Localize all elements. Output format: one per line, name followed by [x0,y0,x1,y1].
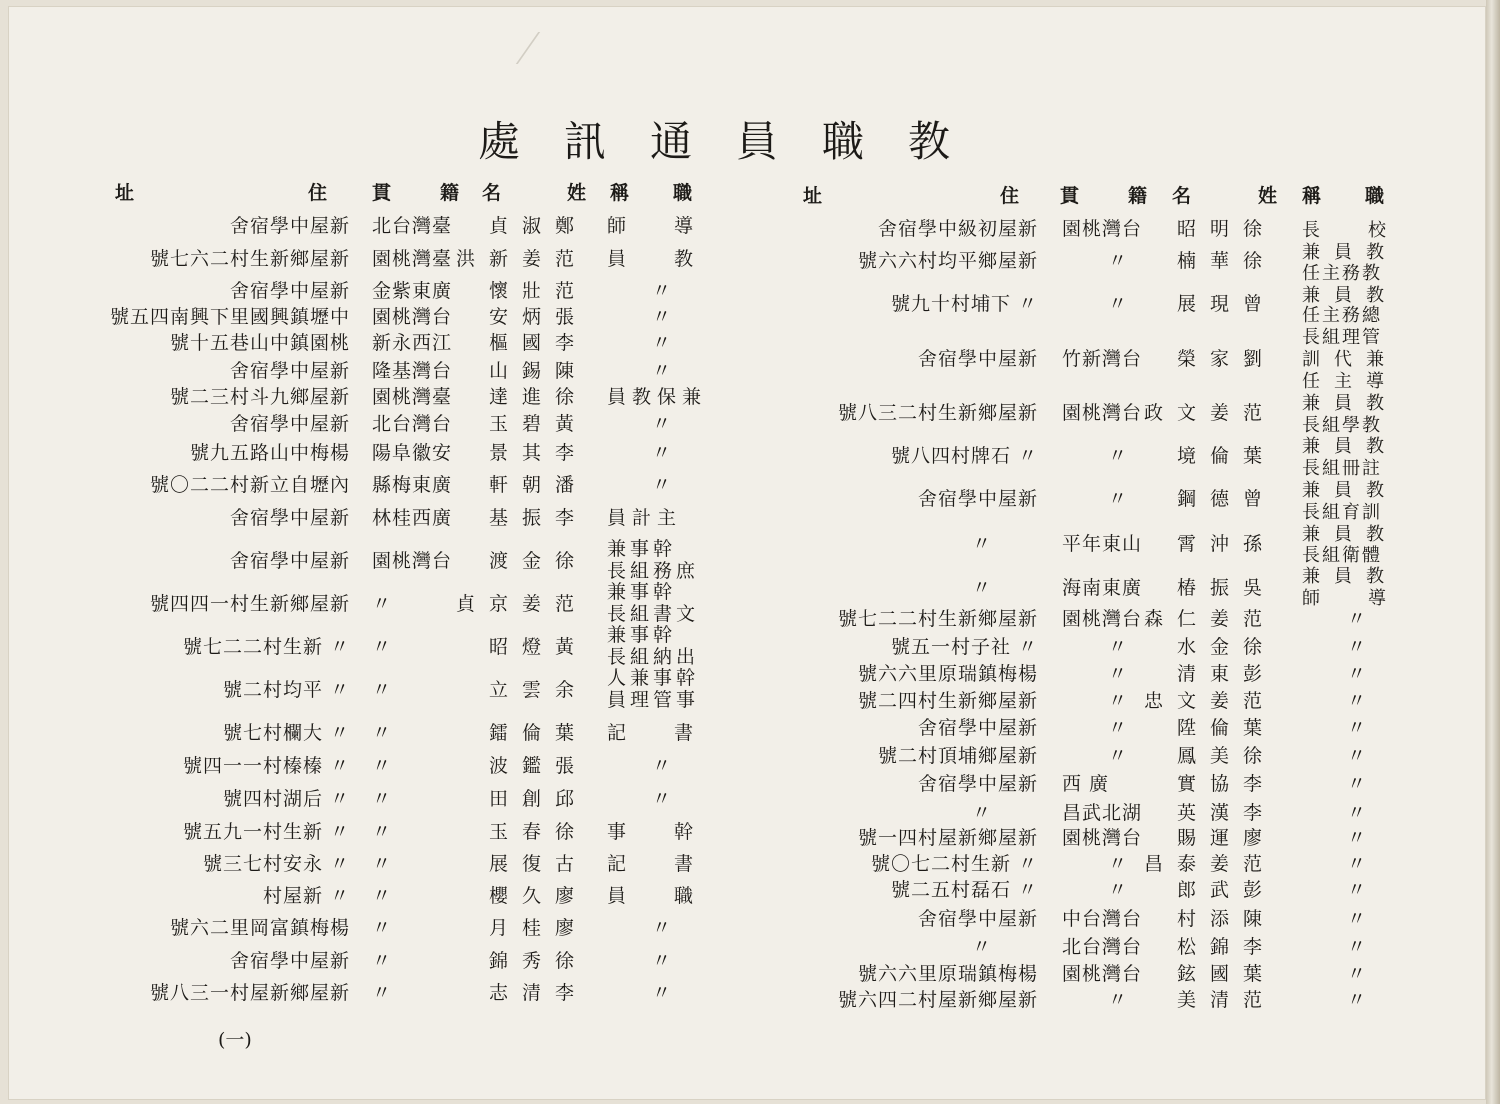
header-origin: 貫 [372,182,394,204]
table-cell-origin: 竹新灣台 [1062,348,1143,370]
table-cell-origin: 北台灣台 [1062,936,1143,958]
table-cell-name: 椿振吳 [1176,577,1276,599]
table-cell-origin: 〃 [1108,293,1129,315]
table-cell-title: 〃 [1347,773,1368,795]
title-line: 訓代兼 [1302,349,1398,370]
table-cell-name: 軒朝潘 [488,474,588,496]
table-cell-origin: 〃 [1108,663,1129,685]
table-cell-title: 兼事幹 [607,538,677,560]
table-cell-title: 長組務庶 [607,560,700,582]
table-cell-address: 舍宿學中屋新 [917,348,1038,370]
header-address: 址 [115,182,137,204]
table-cell-title: 員計主 [607,507,683,529]
title-line: 長組衛體 [1302,545,1382,566]
table-cell-address: 〃 [971,533,992,555]
table-cell-title: 〃 [1347,636,1368,658]
page-title: 處訊通員職教 [478,117,995,166]
table-cell-title: 〃 [1347,989,1368,1011]
table-cell-name: 昌泰姜范 [1143,853,1276,875]
table-cell-address: 舍宿學中屋新 [917,488,1038,510]
page-number: (一) [218,1029,252,1051]
table-cell-name: 陞倫葉 [1176,717,1276,739]
table-cell-address: 號八三一村屋新鄉屋新 [149,982,350,1004]
title-line: 兼員教 [1302,242,1398,263]
table-cell-origin: 〃 [372,679,393,701]
table-cell-title: 〃 [652,360,673,382]
table-cell-name: 山錫陳 [488,360,588,382]
table-cell-name: 森仁姜范 [1143,608,1276,630]
table-cell-title: 員理管事 [607,689,700,711]
title-line: 師導 [1302,588,1434,609]
table-cell-title: 長組書文 [607,603,700,625]
table-cell-address: 號五四南興下里國興鎮壢中 [109,306,350,328]
title-line: 長組冊註 [1302,458,1382,479]
table-cell-title: 〃 [652,413,673,435]
header-title: 稱 [610,182,632,204]
table-cell-name: 忠文姜范 [1143,690,1276,712]
table-cell-origin: 〃 [1108,445,1129,467]
header-address-2: 住 [308,182,330,204]
table-cell-title: 〃 [652,917,673,939]
table-cell-address: 號〇七二村生新 〃 [870,853,1038,875]
title-line: 兼員教 [1302,393,1398,414]
table-cell-address: 舍宿學中屋新 [229,413,350,435]
table-cell-name: 波鑑張 [488,755,588,777]
title-line: 長校 [1302,220,1434,241]
table-cell-name: 月桂廖 [488,917,588,939]
table-cell-origin: 〃 [372,982,393,1004]
table-cell-origin: 〃 [372,917,393,939]
table-cell-name: 錦秀徐 [488,950,588,972]
header-origin-2: 籍 [440,182,462,204]
table-cell-title: 〃 [1347,745,1368,767]
table-cell-origin: 〃 [1108,250,1129,272]
table-cell-address: 號五九一村生新 〃 [182,821,350,843]
table-cell-origin: 中台灣台 [1062,908,1143,930]
table-cell-name: 志清李 [488,982,588,1004]
table-cell-address: 號七二二村生新 〃 [182,636,350,658]
table-cell-title: 長組納出 [607,646,700,668]
table-cell-title: 〃 [1347,608,1368,630]
table-cell-origin: 〃 [372,950,393,972]
table-cell-name: 安炳張 [488,306,588,328]
table-cell-title: 〃 [652,474,673,496]
table-cell-address: 〃 [971,577,992,599]
table-cell-address: 號八四村牌石 〃 [890,445,1038,467]
header-address: 址 [803,185,825,207]
table-cell-origin: 園桃灣台 [1062,402,1143,424]
table-cell-origin: 金紫東廣 [372,280,453,302]
title-line: 任主務總 [1302,305,1382,326]
table-cell-origin: 縣梅東廣 [372,474,453,496]
table-cell-title: 員教保兼 [607,386,708,408]
table-cell-origin: 〃 [1108,636,1129,658]
table-cell-title: 〃 [1347,879,1368,901]
table-cell-origin: 〃 [1108,853,1129,875]
table-cell-name: 鉉國葉 [1176,963,1276,985]
table-cell-origin: 〃 [1108,717,1129,739]
table-cell-name: 立雲余 [488,679,588,701]
table-cell-address: 舍宿學中屋新 [917,908,1038,930]
table-cell-origin: 〃 [372,821,393,843]
table-cell-address: 號七村欄大 〃 [222,722,350,744]
table-cell-origin: 〃 [372,722,393,744]
table-cell-origin: 海南東廣 [1062,577,1143,599]
table-cell-address: 號二四村生新鄉屋新 [857,690,1038,712]
table-cell-title: 〃 [1347,802,1368,824]
table-cell-title: 〃 [1347,963,1368,985]
table-cell-address: 號六四二村屋新鄉屋新 [837,989,1038,1011]
table-cell-name: 玉碧黃 [488,413,588,435]
table-cell-origin: 新永西江 [372,332,453,354]
table-cell-name: 貞京姜范 [455,593,588,615]
table-cell-address: 舍宿學中屋新 [229,507,350,529]
table-cell-address: 號十五巷山中鎮園桃 [169,332,350,354]
table-cell-name: 渡金徐 [488,550,588,572]
table-cell-origin: 〃 [372,593,393,615]
table-cell-address: 號三七村安永 〃 [202,853,350,875]
table-cell-address: 號四四一村生新鄉屋新 [149,593,350,615]
table-cell-name: 樞國李 [488,332,588,354]
header-title-2: 職 [1365,185,1387,207]
table-cell-title: 〃 [652,306,673,328]
table-cell-address: 村屋新 〃 [262,885,350,907]
table-cell-title: 〃 [652,442,673,464]
table-cell-title: 〃 [1347,690,1368,712]
title-line: 兼員教 [1302,285,1398,306]
table-cell-title: 員教 [607,248,742,270]
table-cell-name: 村添陳 [1176,908,1276,930]
table-cell-origin: 園桃灣臺 [372,248,453,270]
table-cell-title: 〃 [1347,936,1368,958]
table-cell-address: 舍宿學中級初屋新 [877,218,1038,240]
table-cell-title: 〃 [1347,717,1368,739]
table-cell-name: 懷壯范 [488,280,588,302]
table-cell-address: 號二三村斗九鄉屋新 [169,386,350,408]
header-name: 名 [1172,185,1194,207]
table-cell-name: 櫻久廖 [488,885,588,907]
header-name: 名 [482,182,504,204]
table-cell-address: 號六六里原瑞鎮梅楊 [857,663,1038,685]
table-cell-title: 〃 [652,755,673,777]
table-cell-name: 鋼德曾 [1176,488,1276,510]
table-cell-address: 舍宿學中屋新 [229,360,350,382]
table-cell-origin: 昌武北湖 [1062,802,1143,824]
title-line: 任主務教 [1302,263,1382,284]
table-cell-name: 鐳倫葉 [488,722,588,744]
table-cell-title: 〃 [652,788,673,810]
table-cell-origin: 平年東山 [1062,533,1143,555]
table-cell-name: 洪新姜范 [455,248,588,270]
header-name-2: 姓 [1258,185,1280,207]
header-origin-2: 籍 [1128,185,1150,207]
table-cell-title: 〃 [652,332,673,354]
table-cell-name: 郎武彭 [1176,879,1276,901]
table-cell-name: 楠華徐 [1176,250,1276,272]
table-cell-origin: 園桃灣台 [1062,218,1143,240]
title-line: 兼員教 [1302,436,1398,457]
table-cell-name: 榮家劉 [1176,348,1276,370]
header-title: 稱 [1302,185,1324,207]
table-cell-origin: 〃 [372,885,393,907]
table-cell-address: 號四村湖后 〃 [222,788,350,810]
table-cell-name: 貞淑鄭 [488,215,588,237]
table-cell-address: 號七二二村生新鄉屋新 [837,608,1038,630]
table-cell-origin: 隆基灣台 [372,360,453,382]
table-cell-name: 鳳美徐 [1176,745,1276,767]
table-cell-address: 號六六里原瑞鎮梅楊 [857,963,1038,985]
table-cell-origin: 園桃灣台 [1062,827,1143,849]
header-title-2: 職 [673,182,695,204]
table-cell-address: 號二五村磊石 〃 [890,879,1038,901]
table-cell-title: 〃 [652,982,673,1004]
title-line: 兼員教 [1302,480,1398,501]
table-cell-name: 昭明徐 [1176,218,1276,240]
table-cell-address: 舍宿學中屋新 [917,717,1038,739]
table-cell-origin: 園桃灣台 [372,550,453,572]
table-cell-origin: 〃 [372,636,393,658]
table-cell-address: 舍宿學中屋新 [229,950,350,972]
table-cell-address: 舍宿學中屋新 [229,280,350,302]
table-cell-origin: 〃 [372,788,393,810]
table-cell-title: 〃 [1347,908,1368,930]
table-cell-name: 松錦李 [1176,936,1276,958]
table-cell-name: 達進徐 [488,386,588,408]
table-cell-origin: 西 廣 [1062,773,1110,795]
table-cell-origin: 〃 [1108,989,1129,1011]
table-cell-origin: 〃 [1108,745,1129,767]
table-cell-name: 美清范 [1176,989,1276,1011]
table-cell-origin: 園桃灣臺 [372,386,453,408]
table-cell-address: 號九五路山中梅楊 [189,442,350,464]
table-cell-name: 展復古 [488,853,588,875]
header-name-2: 姓 [567,182,589,204]
title-line: 長組理管 [1302,327,1382,348]
table-cell-address: 號五一村子社 〃 [890,636,1038,658]
table-cell-name: 昭燈黃 [488,636,588,658]
table-cell-address: 號一四村屋新鄉屋新 [857,827,1038,849]
table-cell-address: 〃 [971,936,992,958]
table-cell-title: 〃 [652,280,673,302]
table-cell-name: 境倫葉 [1176,445,1276,467]
table-cell-address: 號六二里岡富鎮梅楊 [169,917,350,939]
table-cell-name: 玉春徐 [488,821,588,843]
table-cell-origin: 北台灣台 [372,413,453,435]
table-cell-origin: 〃 [1108,690,1129,712]
table-cell-title: 員職 [607,885,742,907]
table-cell-origin: 園桃灣台 [1062,608,1143,630]
table-cell-address: 號八三二村生新鄉屋新 [837,402,1038,424]
table-cell-origin: 〃 [372,755,393,777]
table-cell-name: 賜運廖 [1176,827,1276,849]
table-cell-name: 展現曾 [1176,293,1276,315]
table-cell-origin: 園桃灣台 [1062,963,1143,985]
table-cell-address: 號六六村均平鄉屋新 [857,250,1038,272]
table-cell-title: 兼事幹 [607,581,677,603]
title-line: 兼員教 [1302,566,1398,587]
table-cell-name: 基振李 [488,507,588,529]
title-line: 兼員教 [1302,524,1398,545]
table-cell-title: 兼事幹 [607,624,677,646]
table-cell-title: 〃 [652,950,673,972]
table-cell-title: 事幹 [607,821,742,843]
table-cell-address: 號七六二村生新鄉屋新 [149,248,350,270]
table-cell-origin: 〃 [1108,488,1129,510]
table-cell-origin: 林桂西廣 [372,507,453,529]
table-cell-name: 田創邱 [488,788,588,810]
table-cell-address: 號〇二二村新立自壢內 [149,474,350,496]
table-cell-title: 〃 [1347,853,1368,875]
table-cell-address: 〃 [971,802,992,824]
table-cell-title: 〃 [1347,663,1368,685]
table-cell-address: 號二村均平 〃 [222,679,350,701]
table-cell-name: 景其李 [488,442,588,464]
table-cell-title: 師導 [607,215,742,237]
header-origin: 貫 [1060,185,1082,207]
table-cell-origin: 陽阜徽安 [372,442,453,464]
table-cell-name: 實協李 [1176,773,1276,795]
table-cell-address: 號四一一村榛榛 〃 [182,755,350,777]
title-line: 長組育訓 [1302,502,1382,523]
table-cell-origin: 〃 [1108,879,1129,901]
table-cell-address: 舍宿學中屋新 [229,550,350,572]
table-cell-origin: 北台灣臺 [372,215,453,237]
table-cell-address: 舍宿學中屋新 [917,773,1038,795]
title-line: 任主導 [1302,371,1398,392]
table-cell-name: 霄沖孫 [1176,533,1276,555]
title-line: 長組學教 [1302,415,1382,436]
table-cell-origin: 園桃灣台 [372,306,453,328]
header-address-2: 住 [1000,185,1022,207]
table-cell-name: 清東彭 [1176,663,1276,685]
table-cell-title: 記書 [607,853,742,875]
table-cell-address: 號九十村埔下 〃 [890,293,1038,315]
table-cell-title: 〃 [1347,827,1368,849]
table-cell-origin: 〃 [372,853,393,875]
table-cell-title: 記書 [607,722,742,744]
page-edge [1486,0,1500,1104]
table-cell-name: 水金徐 [1176,636,1276,658]
table-cell-address: 舍宿學中屋新 [229,215,350,237]
table-cell-name: 英漢李 [1176,802,1276,824]
table-cell-address: 號二村頂埔鄉屋新 [877,745,1038,767]
table-cell-title: 人兼事幹 [607,667,700,689]
table-cell-name: 政文姜范 [1143,402,1276,424]
